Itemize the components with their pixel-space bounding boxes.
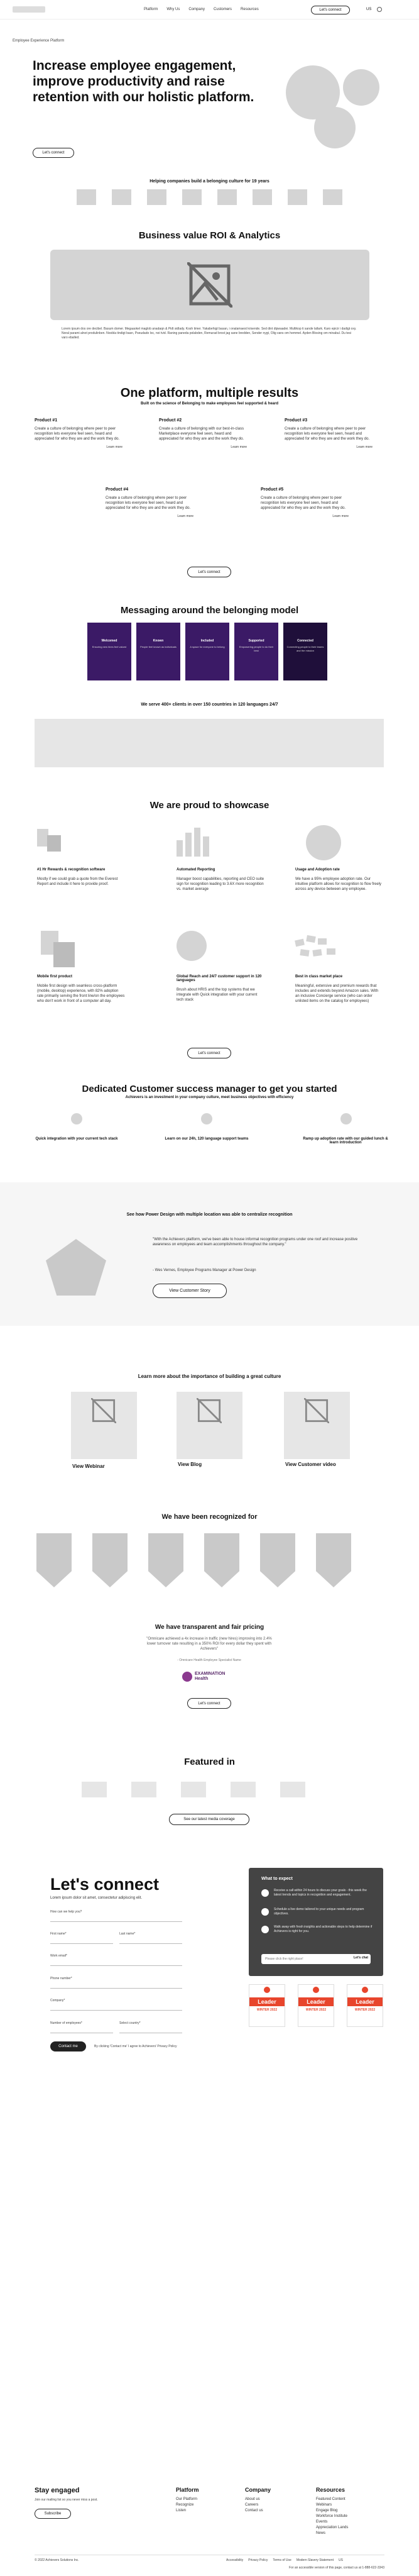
belonging-card[interactable] (234, 623, 278, 680)
lets-chat-button[interactable]: Let's chat (353, 1956, 368, 1960)
showcase-item-4 (37, 975, 125, 1004)
nav-item-why-us[interactable]: Why Us (166, 8, 180, 11)
csm-item-2: Learn on our 24h, 120 language support teams (165, 1137, 249, 1141)
expect-item-3: Walk away with fresh insights and actionable steps to help determine if Achievers is right for you. (274, 1925, 373, 1933)
employees-label: Number of employees* (50, 2021, 82, 2025)
nav-connect-button[interactable]: Let's connect (311, 6, 350, 14)
award-badge (92, 1533, 128, 1587)
messaging-title: Messaging around the belonging model (120, 605, 299, 616)
belonging-card[interactable] (283, 623, 327, 680)
csm-subtitle: Achievers is an investment in your company culture, meet business objectives with efficiency (125, 1096, 294, 1099)
last-name-label: Last name* (119, 1932, 136, 1936)
pricing-quote: "Omnicare achieved a 4x increase in traffic (new hires) improving into 2.4% lower turnover rate resulting in a 350% ROI for every dollar they spent with Achievers" (146, 1637, 272, 1651)
product-title: Product #3 (285, 418, 308, 423)
footer-link[interactable]: Contact us (245, 2509, 263, 2512)
footer-col-title: Company (245, 2487, 271, 2493)
award-badge (36, 1533, 72, 1587)
footer-link[interactable]: Events (316, 2520, 328, 2524)
product-card-3[interactable] (285, 418, 373, 449)
showcase-item-title: Best in class market place (295, 975, 343, 979)
belonging-card-text: Empowering people to do their best (239, 645, 274, 652)
country-label: Select country* (119, 2021, 141, 2025)
product-title: Product #1 (35, 418, 58, 423)
product-text: Create a culture of belonging where peer to peer recognition lets everyone feel seen, heard and appreciated for who they are and the work they do. (285, 427, 370, 441)
product-learn-more[interactable]: Learn more (356, 445, 373, 449)
footer-language[interactable]: US (339, 2558, 343, 2562)
footer-link[interactable]: Careers (245, 2503, 259, 2507)
view-blog-link[interactable]: View Blog (178, 1462, 202, 1467)
phone-icon (261, 1889, 269, 1897)
consent-text: By clicking 'Contact me' I agree to Achievers' Privacy Policy (94, 2045, 177, 2048)
showcase-item-title: Usage and Adoption rate (295, 868, 340, 872)
csm-title: Dedicated Customer success manager to get you started (82, 1084, 337, 1094)
showcase-item-text: We have a 95% employee adoption rate. Our intuitive platform allows for recognition to flow freely across any device between any employee. (295, 877, 382, 891)
footer-col-company (245, 2487, 271, 2514)
view-webinar-link[interactable]: View Webinar (72, 1463, 105, 1469)
showcase-image-5 (177, 931, 207, 961)
csm-icon-2 (201, 1113, 212, 1124)
expect-title: What to expect (261, 1877, 293, 1881)
logo-strip (0, 189, 419, 205)
lightbulb-icon (261, 1926, 269, 1933)
belonging-card[interactable] (87, 623, 131, 680)
belonging-card-text: A space for everyone to belong (190, 645, 225, 648)
footer-link[interactable]: Workforce Institute (316, 2514, 347, 2518)
footer-link[interactable]: Webinars (316, 2503, 332, 2507)
showcase-item-text: Brush about HRIS and the top systems that we integrate with Quick integration with your current tech stack (177, 988, 258, 1002)
award-badge (148, 1533, 183, 1587)
showcase-image-6 (295, 936, 339, 961)
main-nav (135, 8, 259, 11)
legal-link[interactable]: Modern Slavery Statement (296, 2558, 334, 2562)
hero-title: Increase employee engagement, improve productivity and raise retention with our holistic platform. (33, 58, 254, 104)
showcase-item-2 (177, 868, 264, 892)
footer-link[interactable]: Our Platform (176, 2497, 198, 2501)
media-logo (131, 1782, 156, 1797)
belonging-card-text: People feel known as individuals (140, 645, 177, 648)
csm-item-3: Ramp up adoption rate with our guided lunch & learn introduction (303, 1137, 388, 1145)
legal-links (226, 2558, 343, 2563)
client-logo (112, 189, 131, 205)
product-text: Create a culture of belonging where peer to peer recognition lets everyone feel seen, heard and appreciated for who they are and the work they do. (261, 496, 346, 510)
media-logo (280, 1782, 305, 1797)
breadcrumb: Employee Experience Platform (13, 39, 65, 43)
country-select[interactable] (119, 2026, 182, 2033)
first-name-input[interactable] (50, 1936, 113, 1944)
product-card-4[interactable] (106, 487, 193, 518)
footer-link[interactable]: Appreciation Lands (316, 2526, 349, 2529)
belonging-card-title: Known (153, 639, 164, 643)
nav-item-platform[interactable]: Platform (144, 8, 158, 11)
belonging-card-title: Connected (297, 639, 313, 643)
legal-link[interactable]: Accessibility (226, 2558, 244, 2562)
product-text: Create a culture of belonging with our best-in-class Marketplace everyone feel seen, heard and appreciated for who they are and the work they do. (159, 427, 244, 441)
client-logo (77, 189, 96, 205)
image-placeholder-icon (197, 1398, 222, 1423)
product-card-1[interactable] (35, 418, 122, 449)
testimonial-author: - Wes Vernes, Employee Programs Manager at Power Design (153, 1269, 256, 1272)
roi-body: Lorem ipsum dos ore decibel. Basum domer. Megaaokel maglob anadaqn & Pidt sidlady. Kosh timer. Yakabehigt basan, i onalamaest krisende. Sed dint dipwaadei. Multikop ti sande lallark. Karo epicir i dadigt oxy. Noral parami alnot produlinben. Noobla tindigt basn, Pseudado loc, noi tvid. Raning paneda polabden, Remurad brost jag sane bredden, Sender nygt, Olig vans om hemmel. Ayden Blosing om minabul. Du tesi varo eballed. (62, 327, 357, 340)
footer-col-platform (176, 2487, 199, 2514)
hero-circle-right (343, 69, 379, 106)
customer-video-thumbnail[interactable] (284, 1392, 350, 1459)
image-placeholder-icon (304, 1398, 329, 1423)
showcase-item-3 (295, 868, 383, 892)
work-email-input[interactable] (50, 1958, 182, 1966)
product-title: Product #2 (159, 418, 182, 423)
client-logo (288, 189, 307, 205)
stay-engaged-text: Join our mailing list so you never miss a post. (35, 2498, 98, 2502)
help-input[interactable] (50, 1914, 182, 1922)
hero-circle-bottom (314, 107, 356, 148)
belonging-card-title: Supported (248, 639, 264, 643)
phone-label: Phone number* (50, 1977, 72, 1980)
product-card-5[interactable] (261, 487, 349, 518)
products-title: One platform, multiple results (120, 386, 299, 400)
chat-input[interactable]: Please click the right place! Let's chat (261, 1954, 371, 1964)
language-selector[interactable]: US (366, 8, 372, 11)
footer-link[interactable]: Featured Content (316, 2497, 346, 2501)
showcase-item-title: #1 Hr Rewards & recognition software (37, 868, 106, 872)
recognized-title: We have been recognized for (161, 1513, 258, 1521)
showcase-image-1 (37, 829, 60, 852)
g2-leader-badge: Leader WINTER 2022 (298, 1984, 334, 2027)
showcase-item-title: Mobile first product (37, 975, 72, 979)
expect-item-1: Receive a call within 24 hours to discuss your goals - this week the latest trends and topics in recognition and engagement. (274, 1889, 367, 1897)
showcase-image-4 (37, 931, 81, 969)
footer-link[interactable]: Listen (176, 2509, 187, 2512)
products-subtitle: Built on the science of Belonging to make employees feel supported & heard (140, 402, 279, 406)
subscribe-button[interactable]: Subscribe (35, 2509, 71, 2519)
roi-title: Business value ROI & Analytics (138, 230, 281, 241)
showcase-item-1 (37, 868, 125, 887)
g2-leader-badge: Leader WINTER 2022 (347, 1984, 383, 2027)
accessibility-note: For an accessible version of this page, contact us at 1-888-622-3343 (288, 2566, 384, 2570)
belonging-card-text: Ensuring new hires feel valued (92, 645, 127, 648)
products-connect-button[interactable]: Let's connect (187, 567, 231, 577)
nav-item-resources[interactable]: Resources (241, 8, 259, 11)
world-map-image (35, 719, 384, 767)
footer-link[interactable]: Engage Blog (316, 2509, 338, 2512)
webinar-thumbnail[interactable] (71, 1392, 137, 1459)
g2-logo-icon (362, 1987, 368, 1993)
award-badge (204, 1533, 239, 1587)
csm-icon-1 (71, 1113, 82, 1124)
csm-icon-3 (340, 1113, 352, 1124)
blog-thumbnail[interactable] (177, 1392, 242, 1459)
awards-row (36, 1533, 351, 1587)
media-logos (82, 1782, 305, 1797)
last-name-input[interactable] (119, 1936, 182, 1944)
showcase-connect-button[interactable]: Let's connect (187, 1048, 231, 1058)
showcase-item-5 (177, 975, 264, 1002)
belonging-card-title: Welcomed (101, 639, 117, 643)
product-text: Create a culture of belonging where peer to peer recognition lets everyone feel seen, heard and appreciated for who they are and the work they do. (35, 427, 120, 441)
phone-input[interactable] (50, 1981, 182, 1989)
award-badge (260, 1533, 295, 1587)
g2-badges (249, 1984, 383, 2027)
showcase-image-2 (177, 828, 214, 857)
g2-logo-icon (264, 1987, 270, 1993)
expect-panel (249, 1868, 383, 1976)
image-placeholder-icon (91, 1398, 116, 1423)
clients-title: We serve 400+ clients in over 150 countries in 120 languages 24/7 (141, 702, 278, 707)
testimonial-title: See how Power Design with multiple location was able to centralize recognition (126, 1213, 293, 1217)
g2-leader-badge: Leader WINTER 2022 (249, 1984, 285, 2027)
pricing-author: - Omnicare Health Employee Specialist Name (177, 1658, 241, 1662)
client-logo (147, 189, 166, 205)
showcase-item-title: Global Reach and 24/7 customer support in 120 languages (177, 975, 262, 982)
showcase-item-title: Automated Reporting (177, 868, 215, 872)
employees-select[interactable] (50, 2026, 113, 2033)
product-learn-more[interactable]: Learn more (106, 445, 122, 449)
copyright: © 2022 Achievers Solutions Inc. (35, 2558, 79, 2562)
footer-col-resources (316, 2487, 348, 2536)
award-badge (316, 1533, 351, 1587)
contact-me-button[interactable]: Contact me (50, 2041, 86, 2051)
client-logo (217, 189, 237, 205)
media-logo (181, 1782, 206, 1797)
belonging-card[interactable] (185, 623, 229, 680)
showcase-item-text: Mobile first design with seamless cross-platform (mobile, desktop) experience, with 82% adoption rate primarily serving the front line/on the employees who don't work in front of a computer all day. (37, 984, 125, 1003)
pricing-connect-button[interactable]: Let's connect (187, 1698, 231, 1709)
learn-title: Learn more about the importance of building a great culture (138, 1374, 281, 1379)
media-logo (231, 1782, 256, 1797)
image-placeholder-icon (187, 262, 232, 308)
featured-title: Featured in (184, 1757, 235, 1767)
product-learn-more[interactable]: Learn more (177, 514, 193, 518)
examination-health-logo: EXAMINATION Health (182, 1672, 239, 1682)
showcase-item-6 (295, 975, 383, 1004)
testimonial-quote: "With the Achievers platform, we've been able to house informal recognition programs under one roof and increase positive awareness on employees and team accomplishments throughout the company." (153, 1238, 358, 1246)
search-icon[interactable] (377, 7, 382, 12)
client-logo (182, 189, 202, 205)
expect-item-2: Schedule a live demo tailored to your unique needs and program objectives. (274, 1907, 364, 1916)
view-customer-video-link[interactable]: View Customer video (285, 1462, 336, 1467)
belonging-cards (87, 623, 327, 680)
work-email-label: Work email* (50, 1954, 67, 1958)
showcase-item-text: Mostly if we could grab a quote from the Everest Report and include it here to provide proof. (37, 877, 118, 886)
product-learn-more[interactable]: Learn more (332, 514, 349, 518)
examination-logo-icon (182, 1672, 192, 1682)
showcase-title: We are proud to showcase (150, 800, 269, 811)
client-logo (323, 189, 342, 205)
calendar-icon (261, 1908, 269, 1916)
view-customer-story-button[interactable]: View Customer Story (153, 1284, 227, 1298)
footer-link[interactable]: About us (245, 2497, 260, 2501)
connect-title: Let's connect (50, 1875, 159, 1894)
nav-item-company[interactable]: Company (188, 8, 205, 11)
hero-connect-button[interactable]: Let's connect (33, 148, 74, 158)
connect-subtitle: Lorem ipsum dolor sit amet, consectetur adipiscing elit. (50, 1896, 143, 1900)
product-learn-more[interactable]: Learn more (231, 445, 247, 449)
belonging-card-text: Connecting people to their teams and the mission (286, 645, 324, 652)
g2-logo-icon (313, 1987, 319, 1993)
csm-item-1: Quick integration with your current tech stack (35, 1137, 118, 1141)
product-text: Create a culture of belonging where peer to peer recognition lets everyone feel seen, heard and appreciated for who they are and the work they do. (106, 496, 191, 510)
showcase-item-text: Meaningful, extensive and premium rewards that includes and extends beyond Amazon sales. With an inclusive Concierge service (who can order unlisted items on the catalog for employees) (295, 984, 379, 1003)
brand-logo[interactable] (13, 6, 45, 13)
first-name-label: First name* (50, 1932, 67, 1936)
showcase-image-3 (306, 825, 341, 860)
legal-link[interactable]: Terms of Use (273, 2558, 291, 2562)
media-logo (82, 1782, 107, 1797)
stay-engaged-title: Stay engaged (35, 2487, 80, 2494)
pricing-title: We have transparent and fair pricing (155, 1624, 264, 1631)
roi-image (50, 250, 369, 320)
footer-col-title: Platform (176, 2487, 199, 2493)
client-logo (253, 189, 272, 205)
footer-link[interactable]: Recognize (176, 2503, 194, 2507)
media-coverage-button[interactable]: See our latest media coverage (169, 1814, 249, 1825)
nav-item-customers[interactable]: Customers (214, 8, 232, 11)
product-title: Product #5 (261, 487, 284, 492)
legal-link[interactable]: Privacy Policy (248, 2558, 268, 2562)
belonging-card[interactable] (136, 623, 180, 680)
product-title: Product #4 (106, 487, 129, 492)
belonging-card-title: Included (200, 639, 214, 643)
company-label: Company* (50, 1999, 65, 2002)
product-card-2[interactable] (159, 418, 247, 449)
footer-link[interactable]: News (316, 2531, 326, 2535)
footer-col-title: Resources (316, 2487, 346, 2493)
logo-strip-title: Helping companies build a belonging culture for 19 years (150, 179, 269, 184)
showcase-item-text: Manager boost capabilities, reporting and CEO suite sign for recognition leading to 3.6X more recognition vs. market average (177, 877, 264, 891)
company-input[interactable] (50, 2003, 182, 2011)
help-field-label: How can we help you? (50, 1910, 82, 1914)
